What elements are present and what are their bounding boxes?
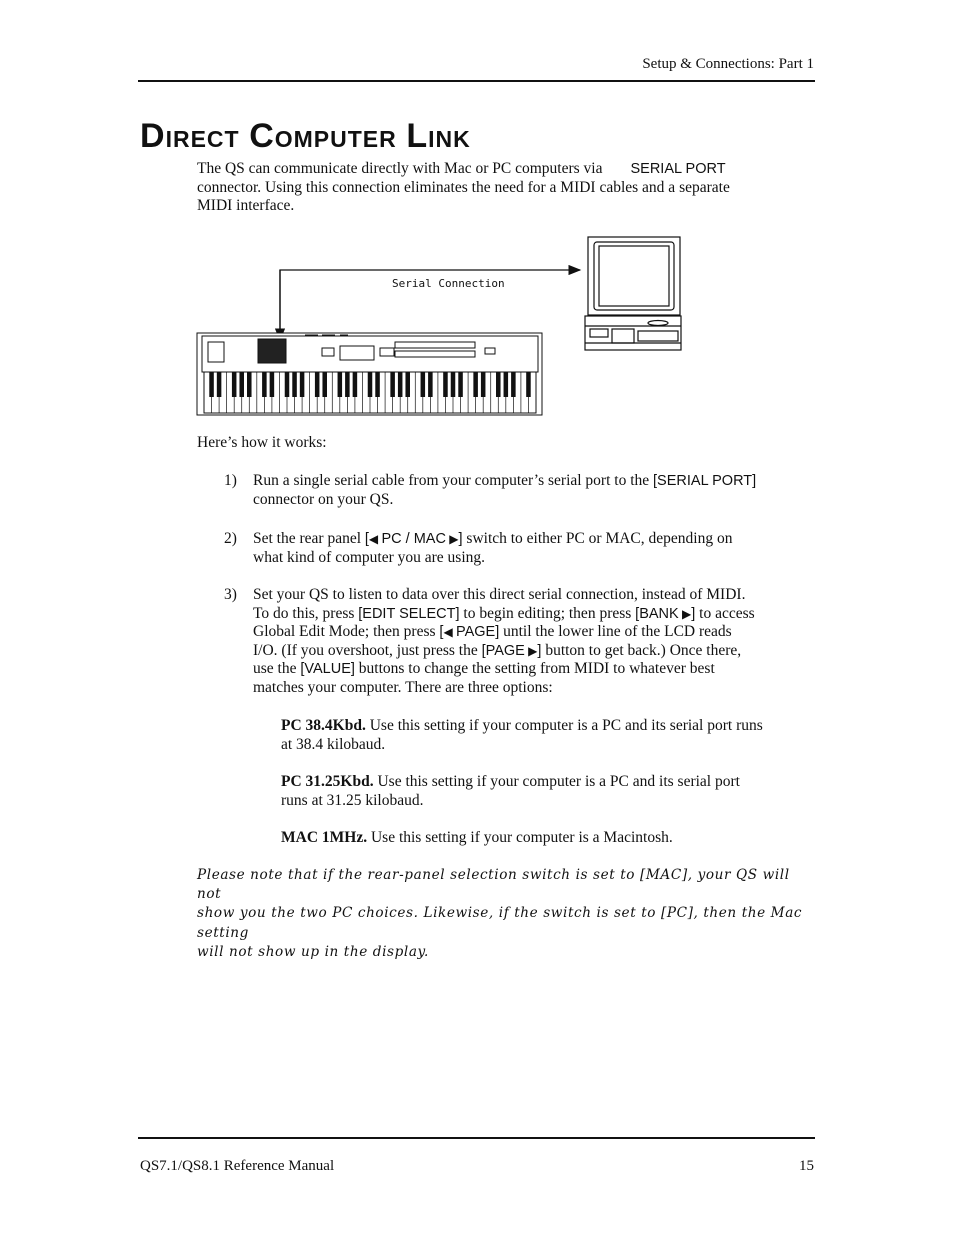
black-key (504, 372, 509, 397)
black-key (300, 372, 305, 397)
footer-manual-title: QS7.1/QS8.1 Reference Manual (140, 1158, 335, 1174)
black-key (239, 372, 244, 397)
black-key (315, 372, 320, 397)
option-mac: MAC 1MHz. Use this setting if your computer is a Macintosh. (281, 829, 673, 846)
computer-icon (585, 237, 681, 350)
black-key (322, 372, 327, 397)
how-it-works: Here’s how it works: (197, 434, 327, 451)
intro-paragraph: The QS can communicate directly with Mac or PC computers via SERIAL PORT connector. Using this connection eliminates the need for a MIDI cables and a separate MIDI interface. (197, 160, 730, 215)
step-number: 3) (224, 586, 237, 603)
black-key (232, 372, 237, 397)
black-key (390, 372, 395, 397)
black-key (217, 372, 222, 397)
black-key (405, 372, 410, 397)
black-key (292, 372, 297, 397)
black-key (443, 372, 448, 397)
connection-diagram (190, 230, 690, 420)
black-key (526, 372, 531, 397)
black-key (353, 372, 358, 397)
black-key (428, 372, 433, 397)
black-key (209, 372, 214, 397)
black-key (345, 372, 350, 397)
black-key (511, 372, 516, 397)
black-key (375, 372, 380, 397)
cable-label: Serial Connection (392, 277, 505, 290)
step-2: Set the rear panel [◀ PC / MAC ▶] switch to either PC or MAC, depending on what kind of computer you are using. (253, 530, 733, 566)
black-key (458, 372, 463, 397)
black-key (285, 372, 290, 397)
black-key (473, 372, 478, 397)
black-key (421, 372, 426, 397)
page-number: 15 (799, 1158, 814, 1174)
footer-rule (138, 1137, 815, 1139)
black-key (262, 372, 267, 397)
black-key (270, 372, 275, 397)
step-3: Set your QS to listen to data over this direct serial connection, instead of MIDI. To do this, press [EDIT SELECT] to begin editing; then press [BANK ▶] to access Global Edit Mode; then press [◀ PAGE] until the lower line of the LCD reads I/O. (If you overshoot, just press the [PAGE ▶] button to get back.) Once there, use the [VALUE] buttons to change the setting from MIDI to whatever best matches your computer. There are three options: (253, 586, 755, 696)
italic-note: Please note that if the rear-panel selection switch is set to [MAC], your QS will not show you the two PC choices. Likewise, if the switch is set to [PC], then the Mac setting will not show up in the display. (197, 867, 803, 960)
black-key (481, 372, 486, 397)
black-key (496, 372, 501, 397)
page-title: DIRECT COMPUTER LINK (140, 117, 471, 155)
black-key (338, 372, 343, 397)
step-1: Run a single serial cable from your computer’s serial port to the [SERIAL PORT] connector on your QS. (253, 472, 757, 508)
running-header: Setup & Connections: Part 1 (642, 56, 814, 72)
black-key (398, 372, 403, 397)
black-key (451, 372, 456, 397)
header-rule (138, 80, 815, 82)
option-pc-3125: PC 31.25Kbd. Use this setting if your computer is a PC and its serial port runs at 31.25 kilobaud. (281, 773, 740, 809)
option-pc-384: PC 38.4Kbd. Use this setting if your computer is a PC and its serial port runs at 38.4 kilobaud. (281, 717, 763, 753)
step-number: 1) (224, 472, 237, 489)
black-key (247, 372, 252, 397)
step-number: 2) (224, 530, 237, 547)
black-key (368, 372, 373, 397)
